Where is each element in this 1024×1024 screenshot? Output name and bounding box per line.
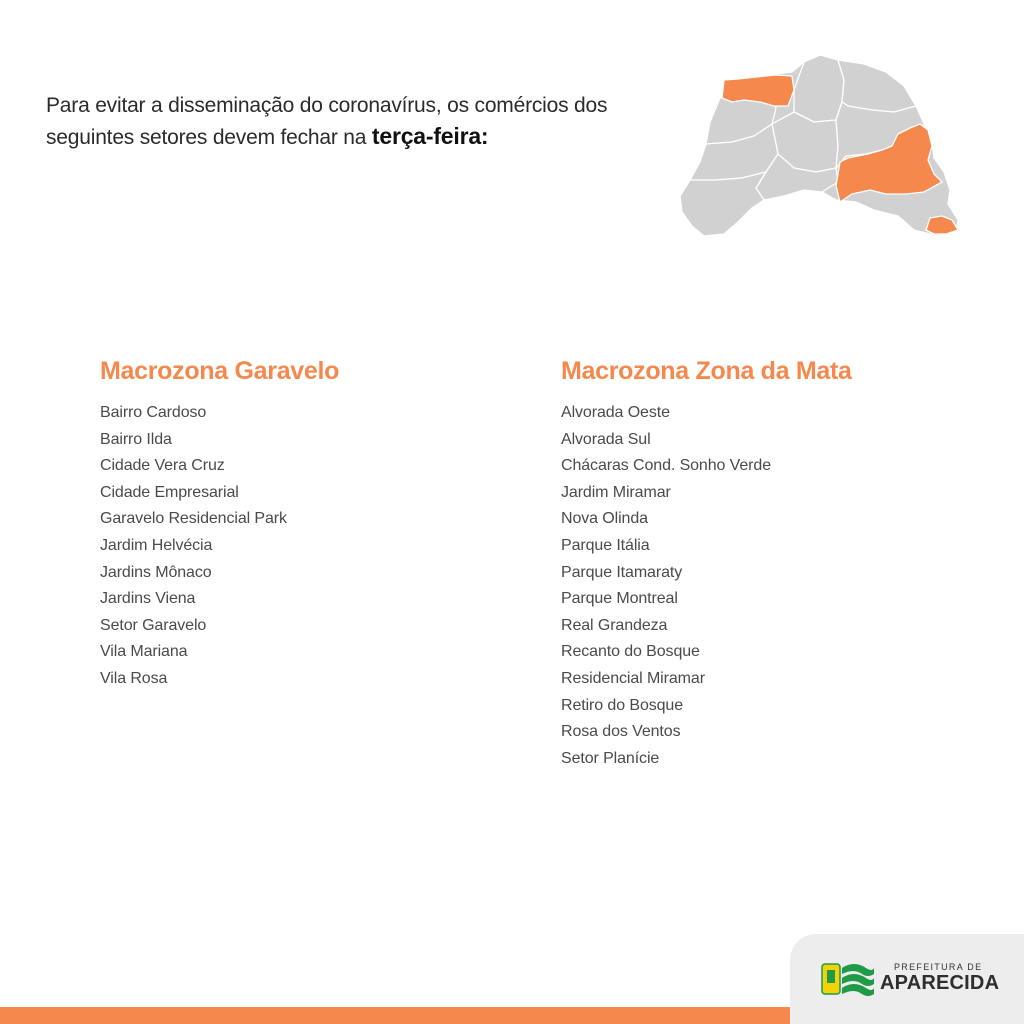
sector-item: Jardins Viena	[100, 590, 196, 608]
prefeitura-logo	[790, 934, 1024, 1024]
bottom-accent-bar	[0, 1007, 790, 1024]
intro-sentence: Para evitar a disseminação do coronavírus, os comércios dos seguintes setores devem fechar na	[46, 94, 608, 149]
map-region-far-southwest	[680, 172, 766, 236]
logo-big-text: APARECIDA	[880, 972, 1000, 994]
macrozone-zona-da-mata	[561, 354, 981, 772]
sector-item: Parque Itamaraty	[561, 563, 683, 581]
aparecida-emblem-icon	[820, 956, 876, 1002]
sector-item: Garavelo Residencial Park	[100, 510, 287, 528]
intro-text	[46, 90, 646, 153]
sector-item: Jardim Miramar	[561, 483, 671, 501]
sector-item: Cidade Empresarial	[100, 483, 239, 501]
sector-item: Retiro do Bosque	[561, 696, 684, 714]
sector-item: Nova Olinda	[561, 510, 648, 528]
sector-item: Residencial Miramar	[561, 669, 705, 687]
sector-item: Parque Montreal	[561, 590, 678, 608]
macrozone-zona-da-mata-heading: Macrozona Zona da Mata	[561, 357, 852, 385]
sector-item: Alvorada Oeste	[561, 404, 670, 421]
macrozone-zona-da-mata-list	[561, 400, 981, 772]
sector-map	[676, 50, 966, 245]
macrozone-garavelo-list	[100, 400, 500, 693]
map-region-highlight-northwest	[722, 75, 794, 106]
sector-item: Cidade Vera Cruz	[100, 457, 225, 475]
sector-item: Setor Planície	[561, 749, 660, 767]
sector-item: Vila Mariana	[100, 643, 188, 661]
sector-item: Rosa dos Ventos	[561, 723, 681, 741]
logo-small-text: PREFEITURA DE	[894, 962, 983, 972]
macrozone-garavelo	[100, 354, 500, 693]
sector-item: Parque Itália	[561, 536, 650, 554]
map-region-northeast	[838, 60, 916, 112]
sector-item: Recanto do Bosque	[561, 643, 700, 661]
macrozone-garavelo-heading: Macrozona Garavelo	[100, 357, 340, 385]
sector-item: Bairro Cardoso	[100, 404, 207, 421]
sector-item: Real Grandeza	[561, 616, 668, 634]
sector-item: Vila Rosa	[100, 669, 168, 687]
sector-item: Setor Garavelo	[100, 616, 207, 634]
intro-emphasis: terça-feira:	[371, 123, 489, 149]
map-regions	[680, 55, 958, 236]
sector-item: Bairro Ilda	[100, 430, 172, 448]
sector-item: Jardins Mônaco	[100, 563, 212, 581]
sector-item: Jardim Helvécia	[100, 536, 213, 554]
sector-item: Chácaras Cond. Sonho Verde	[561, 457, 771, 475]
sector-item: Alvorada Sul	[561, 430, 651, 448]
